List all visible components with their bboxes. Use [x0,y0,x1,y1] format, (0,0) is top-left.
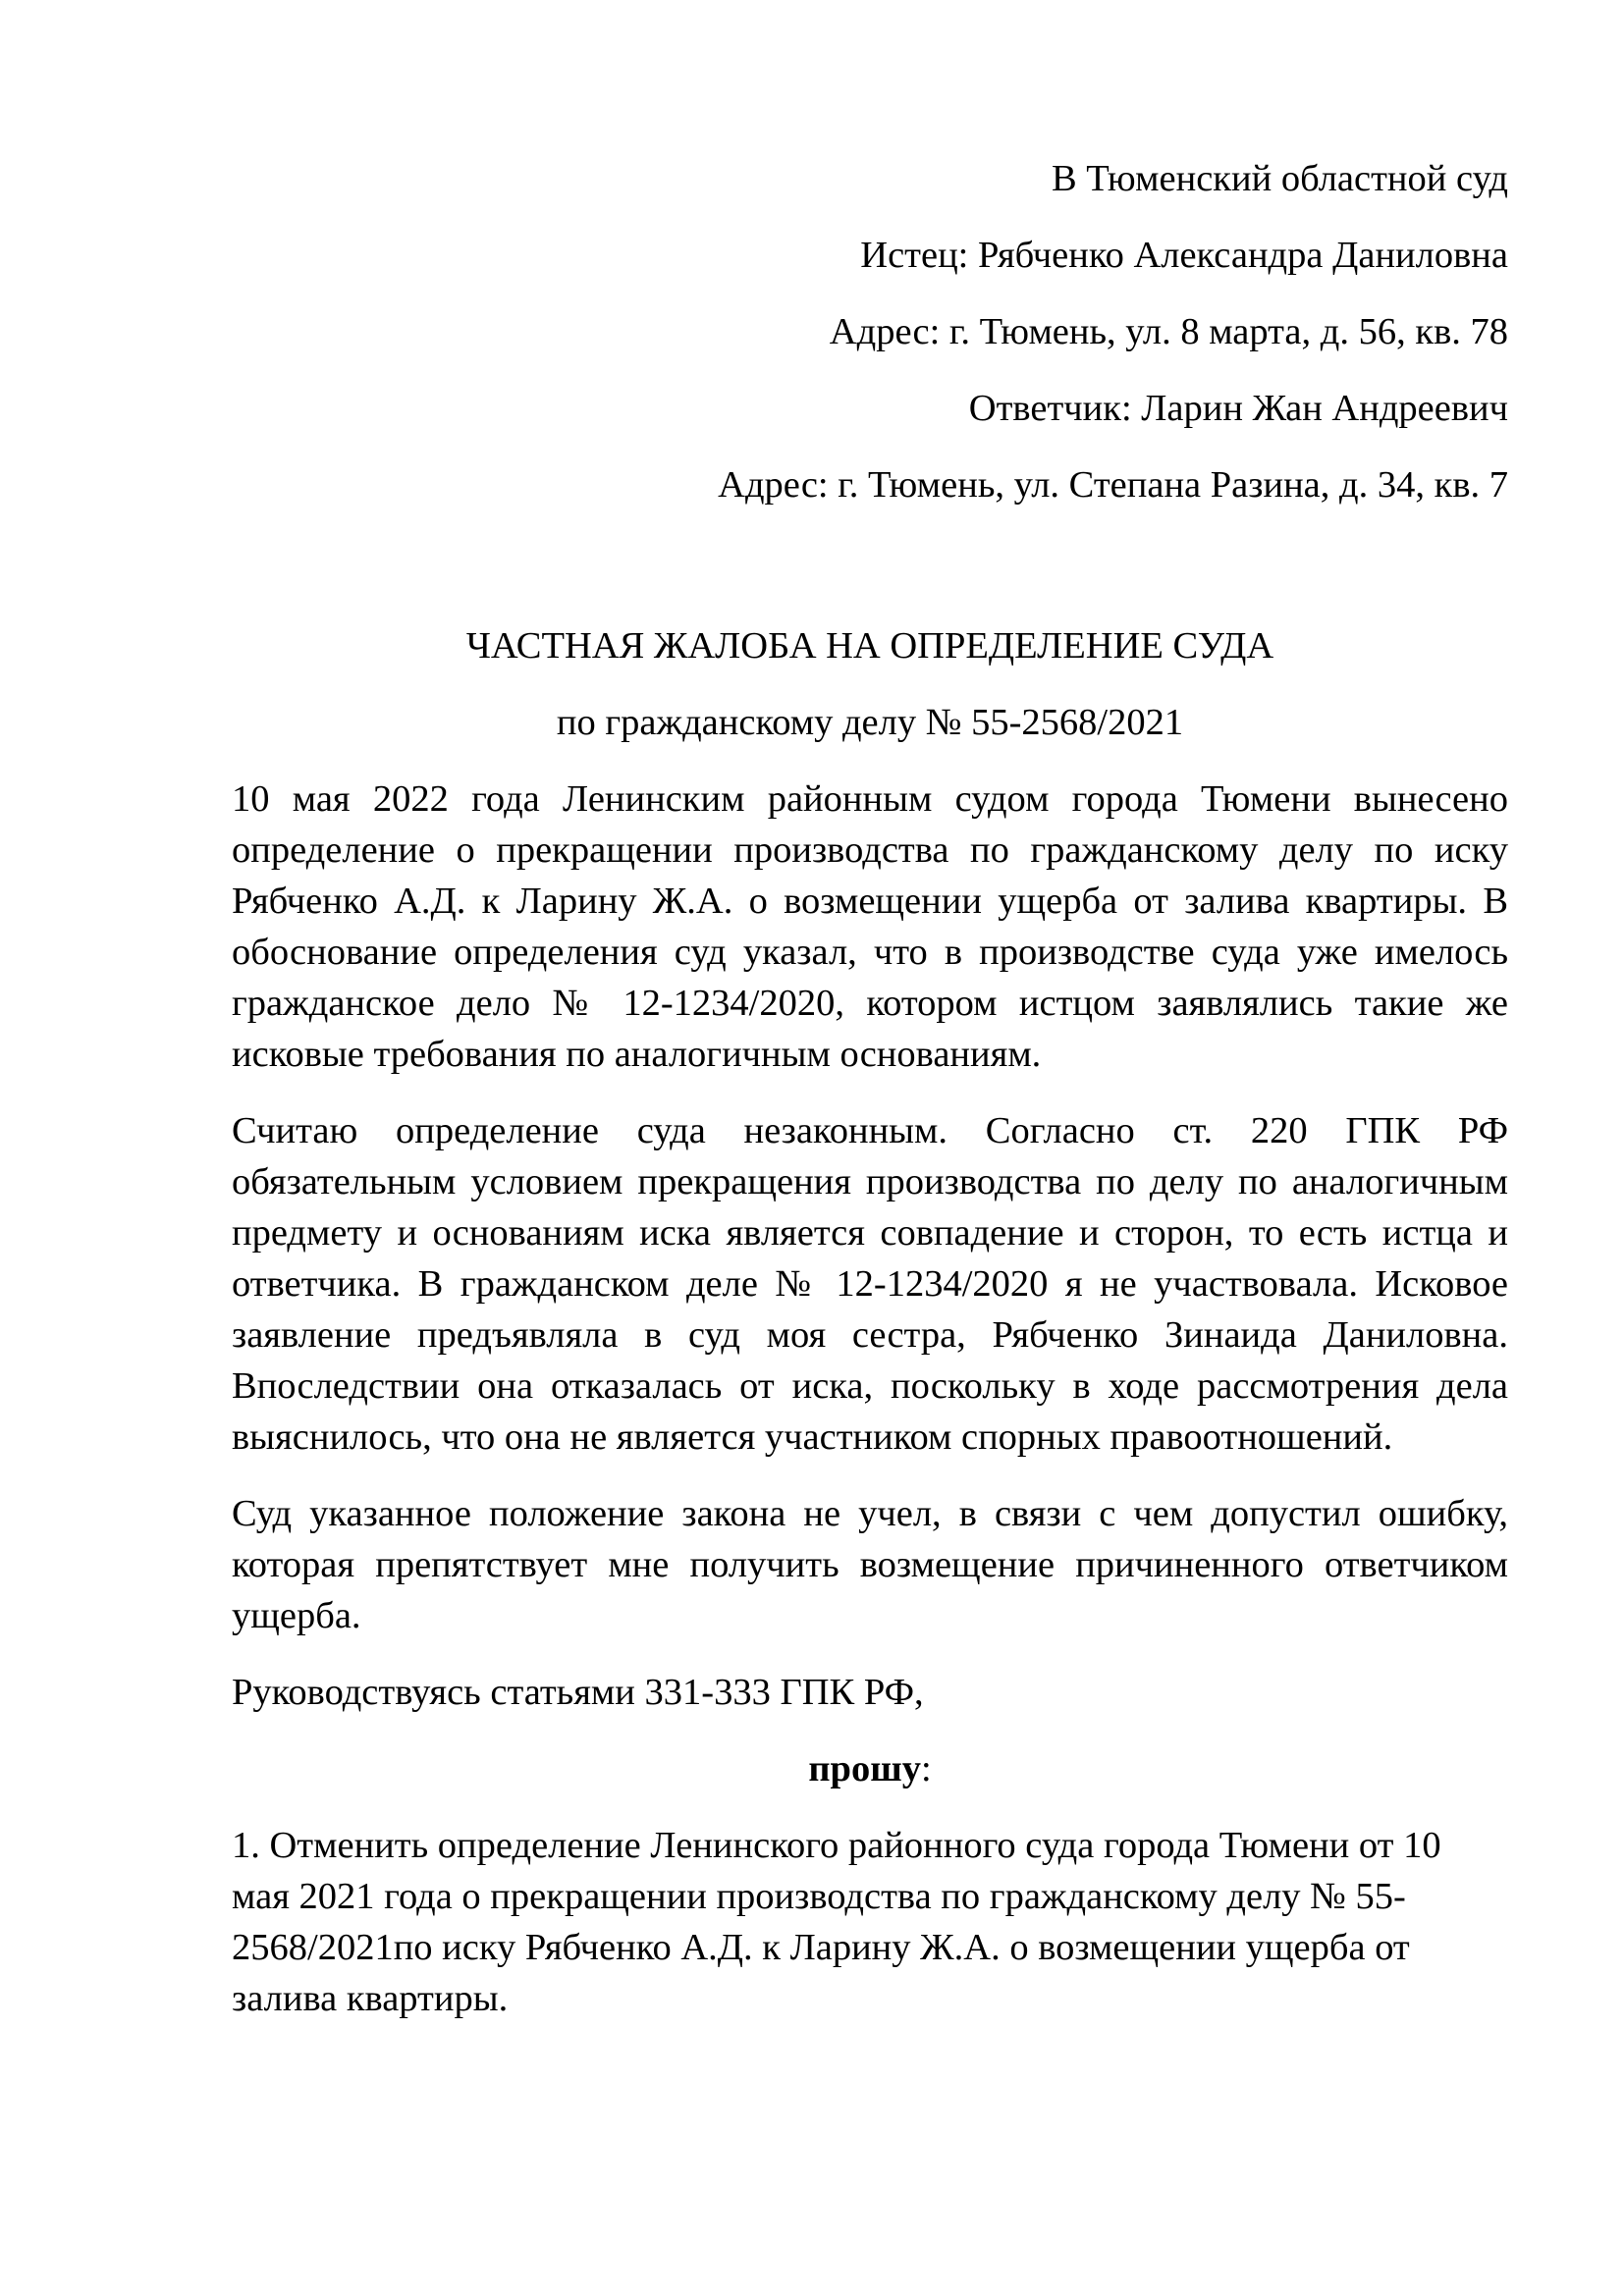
court-name: В Тюменский областной суд [1051,158,1508,199]
defendant-address: Адрес: г. Тюмень, ул. Степана Разина, д. 34, кв. 7 [718,464,1508,506]
request-word: прошу [808,1748,921,1789]
request-item-1: 1. Отменить определение Ленинского районного суда города Тюмени от 10 мая 2021 года о прекращении производства по гражданскому делу № 55-2568/2021по иску Рябченко А.Д. к Ларину Ж.А. о возмещении ущерба от залива квартиры. [232,1825,1441,2019]
paragraph-error: Суд указанное положение закона не учел, в связи с чем допустил ошибку, которая препятствует мне получить возмещение причиненного ответчиком ущерба. [232,1493,1508,1636]
paragraph-argument: Считаю определение суда незаконным. Согласно ст. 220 ГПК РФ обязательным условием прекращения производства по делу по аналогичным предмету и основаниям иска является совпадение и сторон, то есть истца и ответчика. В гражданском деле № 12-1234/2020 я не участвовала. Исковое заявление предъявляла в суд моя сестра, Рябченко Зинаида Даниловна. Впоследствии она отказалась от иска, поскольку в ходе рассмотрения дела выяснилось, что она не является участником спорных правоотношений. [232,1110,1508,1458]
document-title-block [232,620,1508,774]
plaintiff-name: Истец: Рябченко Александра Даниловна [860,235,1508,276]
document-title: ЧАСТНАЯ ЖАЛОБА НА ОПРЕДЕЛЕНИЕ СУДА [465,625,1274,667]
document-body [232,774,1508,2050]
addressee-block [526,153,1508,536]
defendant-name: Ответчик: Ларин Жан Андреевич [968,388,1508,429]
paragraph-facts: 10 мая 2022 года Ленинским районным судом города Тюмени вынесено определение о прекращении производства по гражданскому делу по иску Рябченко А.Д. к Ларину Ж.А. о возмещении ущерба от залива квартиры. В обоснование определения суд указал, что в производстве суда уже имелось гражданское дело № 12-1234/2020, котором истцом заявлялись такие же исковые требования по аналогичным основаниям. [232,778,1508,1075]
request-colon: : [920,1748,932,1789]
request-heading [232,1743,1508,1794]
plaintiff-address: Адрес: г. Тюмень, ул. 8 марта, д. 56, кв. 78 [829,311,1508,352]
case-number: по гражданскому делу № 55-2568/2021 [556,702,1184,743]
paragraph-legal-basis: Руководствуясь статьями 331-333 ГПК РФ, [232,1672,924,1713]
